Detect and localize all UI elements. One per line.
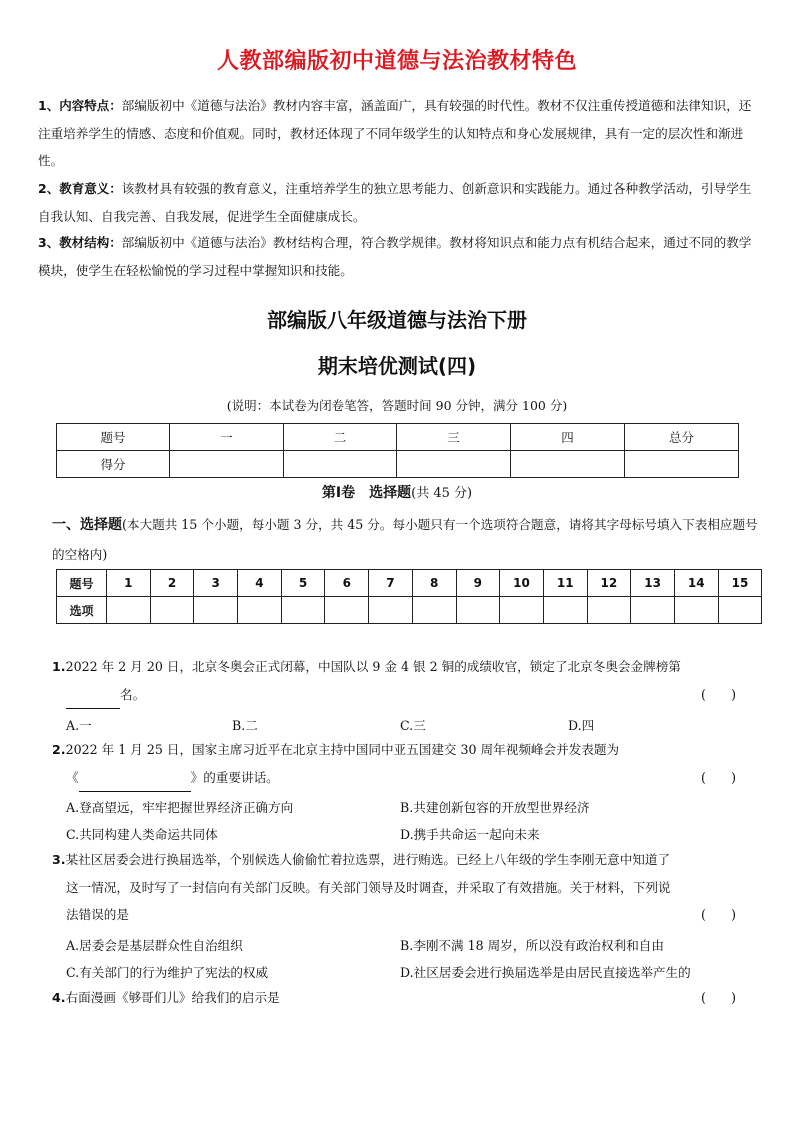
option-b[interactable]: B.李刚不满 18 周岁，所以没有政治权利和自由 — [400, 938, 664, 953]
answer-number-cell: 12 — [587, 570, 631, 597]
answer-input-cell[interactable] — [587, 597, 631, 624]
answer-number-cell: 5 — [281, 570, 325, 597]
answer-number-cell: 9 — [456, 570, 500, 597]
score-input-cell[interactable] — [397, 451, 511, 478]
exam-note: (说明：本试卷为闭卷笔答，答题时间 90 分钟，满分 100 分) — [226, 398, 568, 413]
question-text: 2022 年 1 月 25 日，国家主席习近平在北京主持中国同中亚五国建交 30 周年视频峰会并发表题为 — [65, 742, 620, 757]
answer-table — [56, 569, 762, 624]
option-d[interactable]: D.四 — [568, 718, 595, 733]
score-input-cell[interactable] — [284, 451, 397, 478]
score-table-score-row — [57, 451, 739, 478]
score-header-cell: 三 — [397, 424, 511, 451]
answer-input-cell[interactable] — [543, 597, 587, 624]
section-1-title-text: 第Ⅰ卷 选择题 — [321, 485, 412, 501]
answer-number-cell: 6 — [325, 570, 369, 597]
answer-input-cell[interactable] — [369, 597, 413, 624]
answer-input-cell[interactable] — [456, 597, 500, 624]
question-number: 4. — [52, 990, 66, 1005]
score-input-cell[interactable] — [511, 451, 625, 478]
feature-text: 部编版初中《道德与法治》教材结构合理，符合教学规律。教材将知识点和能力点有机结合起来，通过不同的教学模块，使学生在轻松愉悦的学习过程中掌握知识和技能。 — [38, 235, 752, 278]
score-input-cell[interactable] — [170, 451, 284, 478]
answer-input-cell[interactable] — [631, 597, 675, 624]
answer-input-cell[interactable] — [325, 597, 369, 624]
answer-input-cell[interactable] — [150, 597, 194, 624]
answer-number-cell: 1 — [107, 570, 151, 597]
question-line: 这一情况，及时写了一封信向有关部门反映。有关部门领导及时调查，并采取了有效措施。关于材料，下列说 — [66, 879, 671, 895]
section-1-title — [0, 482, 794, 502]
feature-paragraph-2 — [38, 175, 760, 230]
answer-number-cell: 11 — [543, 570, 587, 597]
question-line — [52, 653, 762, 681]
answer-number-cell: 13 — [631, 570, 675, 597]
question-3 — [52, 846, 762, 929]
answer-table-number-row — [57, 570, 762, 597]
question-text: 某社区居委会进行换届选举，个别候选人偷偷忙着拉选票，进行贿选。已经上八年级的学生李刚无意中知道了 — [65, 852, 671, 867]
question-text: 右面漫画《够哥们儿》给我们的启示是 — [65, 990, 280, 1005]
question-line — [52, 846, 762, 874]
answer-input-cell[interactable] — [500, 597, 544, 624]
feature-paragraph-1 — [38, 92, 760, 175]
score-header-cell: 四 — [511, 424, 625, 451]
answer-blank[interactable] — [79, 764, 191, 793]
feature-paragraph-3 — [38, 229, 760, 284]
option-c[interactable]: C.共同构建人类命运共同体 — [66, 827, 218, 842]
feature-text: 该教材具有较强的教育意义，注重培养学生的独立思考能力、创新意识和实践能力。通过各种教学活动，引导学生自我认知、自我完善、自我发展，促进学生全面健康成长。 — [38, 181, 752, 224]
option-d[interactable]: D.携手共命运一起向未来 — [400, 827, 540, 842]
exam-subtitle: 期末培优测试(四) — [317, 354, 477, 378]
answer-number-cell: 4 — [238, 570, 282, 597]
answer-bracket[interactable]: ( ) — [700, 907, 736, 922]
answer-input-cell[interactable] — [412, 597, 456, 624]
question-text: 《 — [66, 769, 79, 785]
question-4 — [52, 984, 762, 1012]
feature-label: 3、教材结构： — [38, 235, 122, 250]
section-1-heading: 一、选择题 — [52, 517, 122, 533]
score-input-cell[interactable] — [625, 451, 739, 478]
score-header-cell: 一 — [170, 424, 284, 451]
answer-input-cell[interactable] — [674, 597, 718, 624]
answer-row-label: 选项 — [57, 597, 107, 624]
question-text: 》的重要讲话。 — [190, 769, 279, 785]
score-table — [56, 423, 739, 478]
score-row-label: 得分 — [57, 451, 170, 478]
answer-bracket[interactable]: ( ) — [700, 769, 736, 785]
answer-input-cell[interactable] — [107, 597, 151, 624]
option-c[interactable]: C.有关部门的行为维护了宪法的权威 — [66, 965, 269, 980]
answer-input-cell[interactable] — [238, 597, 282, 624]
question-1 — [52, 653, 762, 709]
option-d[interactable]: D.社区居委会进行换届选举是由居民直接选举产生的 — [400, 965, 691, 980]
score-table-header-row — [57, 424, 739, 451]
option-c[interactable]: C.三 — [400, 718, 426, 733]
answer-number-cell: 7 — [369, 570, 413, 597]
score-header-cell: 总分 — [625, 424, 739, 451]
feature-label: 2、教育意义： — [38, 181, 122, 196]
answer-input-cell[interactable] — [718, 597, 762, 624]
banner-title: 人教部编版初中道德与法治教材特色 — [216, 49, 577, 74]
answer-row-label: 题号 — [57, 570, 107, 597]
question-text: 名。 — [120, 686, 146, 702]
answer-number-cell: 2 — [150, 570, 194, 597]
option-a[interactable]: A.一 — [66, 718, 92, 733]
answer-table-option-row — [57, 597, 762, 624]
option-b[interactable]: B.共建创新包容的开放型世界经济 — [400, 800, 590, 815]
question-number: 3. — [52, 852, 66, 867]
section-1-instruction — [52, 510, 764, 569]
score-header-cell: 二 — [284, 424, 397, 451]
question-number: 1. — [52, 659, 66, 674]
option-a[interactable]: A.登高望远，牢牢把握世界经济正确方向 — [66, 800, 294, 815]
answer-input-cell[interactable] — [194, 597, 238, 624]
feature-label: 1、内容特点： — [38, 98, 122, 113]
answer-bracket[interactable]: ( ) — [700, 686, 736, 702]
question-line — [52, 984, 762, 1012]
section-1-title-suffix: (共 45 分) — [411, 486, 473, 501]
feature-text: 部编版初中《道德与法治》教材内容丰富，涵盖面广，具有较强的时代性。教材不仅注重传授道德和法律知识，还注重培养学生的情感、态度和价值观。同时，教材还体现了不同年级学生的认知特点和身心发展规律，具有一定的层次性和渐进性。 — [38, 98, 752, 168]
option-a[interactable]: A.居委会是基层群众性自治组织 — [66, 938, 243, 953]
answer-number-cell: 14 — [674, 570, 718, 597]
question-text: 法错误的是 — [66, 907, 129, 922]
answer-number-cell: 15 — [718, 570, 762, 597]
section-1-instruction-text: (本大题共 15 个小题，每小题 3 分，共 45 分。每小题只有一个选项符合题意，请将其字母标号填入下表相应题号的空格内) — [52, 517, 758, 562]
question-number: 2. — [52, 742, 66, 757]
answer-number-cell: 10 — [500, 570, 544, 597]
answer-bracket[interactable]: ( ) — [700, 990, 736, 1005]
question-text: 2022 年 2 月 20 日，北京冬奥会正式闭幕，中国队以 9 金 4 银 2 铜的成绩收官，锁定了北京冬奥会金牌榜第 — [65, 659, 681, 674]
exam-title: 部编版八年级道德与法治下册 — [267, 308, 527, 332]
option-b[interactable]: B.二 — [232, 718, 258, 733]
answer-input-cell[interactable] — [281, 597, 325, 624]
answer-number-cell: 8 — [412, 570, 456, 597]
question-line — [52, 681, 762, 710]
answer-number-cell: 3 — [194, 570, 238, 597]
score-header-cell: 题号 — [57, 424, 170, 451]
question-line — [52, 901, 762, 929]
answer-blank[interactable] — [66, 681, 120, 710]
question-line — [52, 736, 762, 764]
question-line — [52, 764, 762, 793]
question-2 — [52, 736, 762, 792]
